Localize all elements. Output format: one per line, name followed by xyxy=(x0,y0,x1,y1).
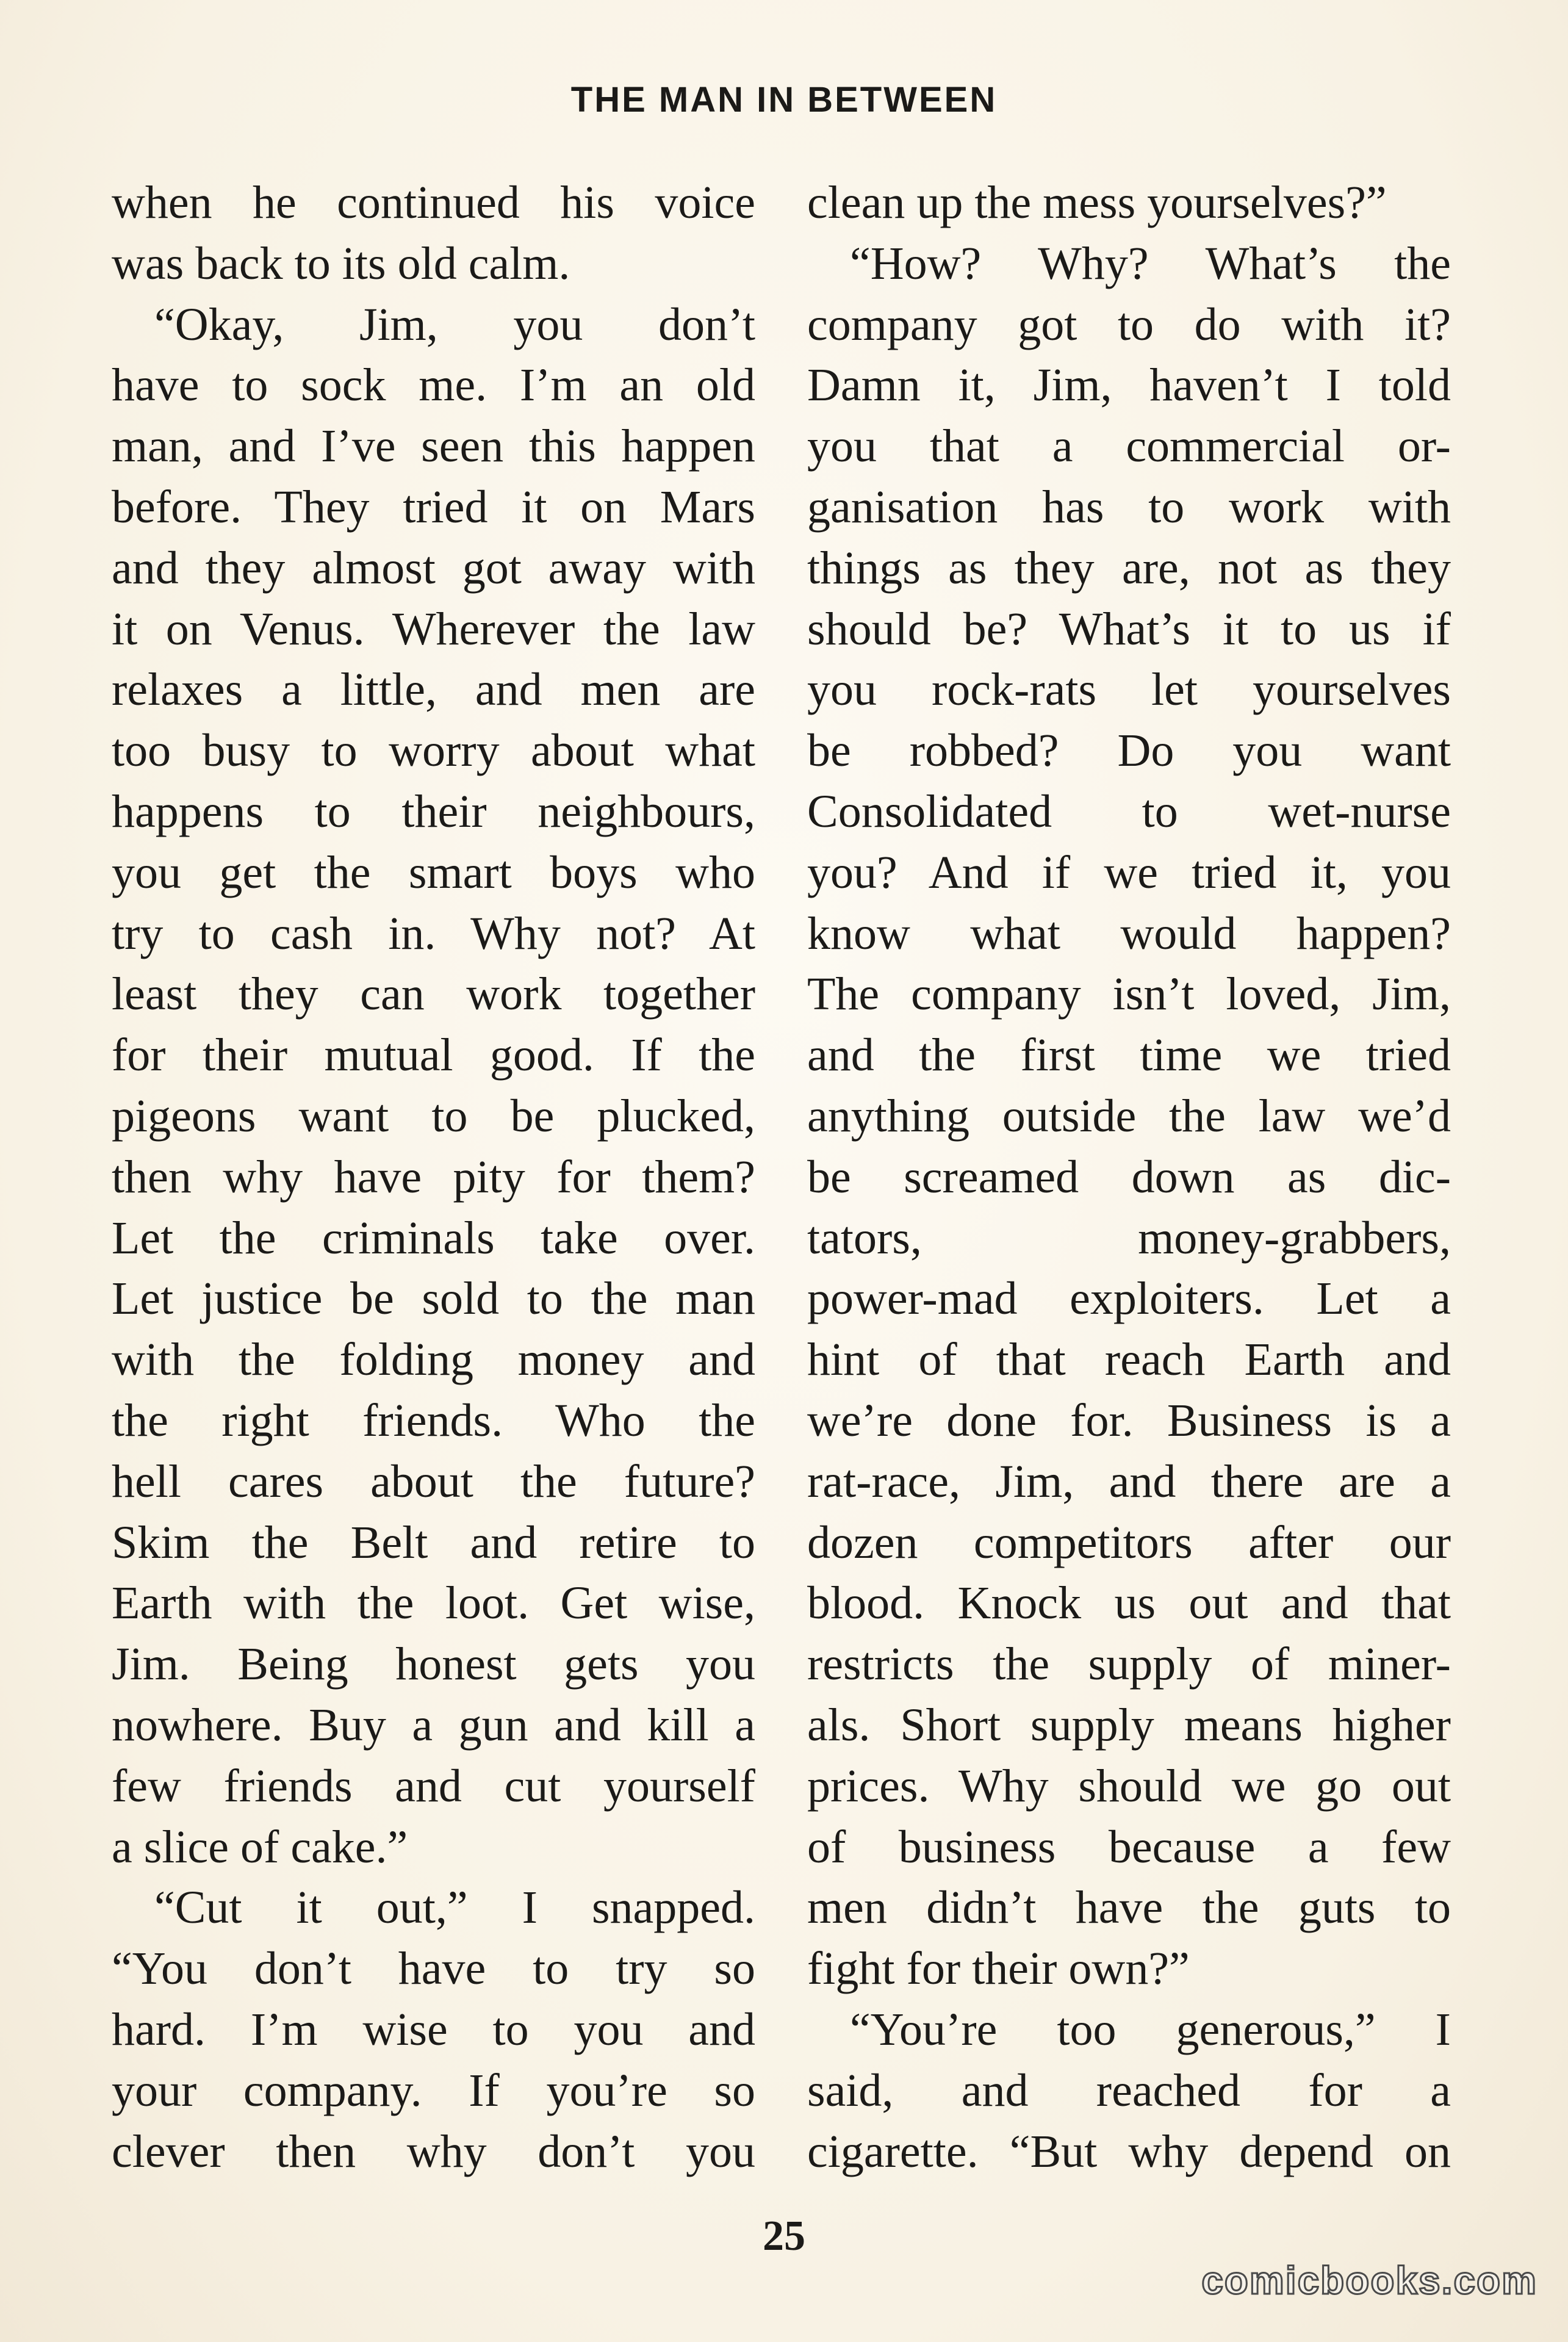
text-line: men didn’t have the guts to xyxy=(807,1882,1451,1934)
text-line: we’re done for. Business is a xyxy=(807,1394,1451,1446)
text-line: happens to their neighbours, xyxy=(112,785,755,837)
text-line: hint of that reach Earth and xyxy=(807,1334,1451,1386)
text-line: company got to do with it? xyxy=(807,298,1451,350)
text-line: a slice of cake.” xyxy=(112,1821,408,1873)
text-line: “How? Why? What’s the xyxy=(850,237,1451,289)
text-line: too busy to worry about what xyxy=(112,725,755,777)
text-line: when he continued his voice xyxy=(112,177,755,228)
text-line: few friends and cut yourself xyxy=(112,1760,755,1812)
text-line: be robbed? Do you want xyxy=(807,725,1451,777)
text-line: hard. I’m wise to you and xyxy=(112,2003,755,2055)
text-line: pigeons want to be plucked, xyxy=(112,1090,755,1142)
text-line: “Okay, Jim, you don’t xyxy=(154,298,755,350)
text-line: things as they are, not as they xyxy=(807,542,1451,594)
text-line: “You’re too generous,” I xyxy=(850,2003,1451,2055)
text-line: cigarette. “But why depend on xyxy=(807,2125,1451,2177)
text-line: least they can work together xyxy=(112,968,755,1020)
text-line: clever then why don’t you xyxy=(112,2125,755,2177)
text-line: you rock-rats let yourselves xyxy=(807,664,1451,716)
text-line: nowhere. Buy a gun and kill a xyxy=(112,1699,755,1751)
text-line: prices. Why should we go out xyxy=(807,1760,1451,1812)
text-line: Earth with the loot. Get wise, xyxy=(112,1577,755,1629)
page-number: 25 xyxy=(763,2213,805,2260)
text-line: tators, money-grabbers, xyxy=(807,1212,1451,1264)
text-line: rat-race, Jim, and there are a xyxy=(807,1455,1451,1507)
text-line: be screamed down as dic- xyxy=(807,1151,1451,1203)
text-line: “Cut it out,” I snapped. xyxy=(154,1882,755,1934)
text-line: and the first time we tried xyxy=(807,1029,1451,1081)
text-line: Consolidated to wet-nurse xyxy=(807,785,1451,837)
text-line: you? And if we tried it, you xyxy=(807,846,1451,898)
text-line: Jim. Being honest gets you xyxy=(112,1638,755,1690)
running-head: THE MAN IN BETWEEN xyxy=(570,80,998,120)
text-line: it on Venus. Wherever the law xyxy=(112,603,755,655)
text-line: The company isn’t loved, Jim, xyxy=(807,968,1451,1020)
text-line: then why have pity for them? xyxy=(112,1151,755,1203)
text-line: dozen competitors after our xyxy=(807,1516,1451,1568)
text-line: Skim the Belt and retire to xyxy=(112,1516,755,1568)
text-line: ganisation has to work with xyxy=(807,481,1451,533)
text-line: said, and reached for a xyxy=(807,2064,1451,2116)
text-line: for their mutual good. If the xyxy=(112,1029,755,1081)
text-line: was back to its old calm. xyxy=(112,237,570,289)
text-line: Let the criminals take over. xyxy=(112,1212,755,1264)
text-line: blood. Knock us out and that xyxy=(807,1577,1451,1629)
text-line: power-mad exploiters. Let a xyxy=(807,1273,1451,1325)
text-line: and they almost got away with xyxy=(112,542,755,594)
text-line: with the folding money and xyxy=(112,1334,755,1386)
text-line: you that a commercial or- xyxy=(807,420,1451,472)
text-line: of business because a few xyxy=(807,1821,1451,1873)
text-line: anything outside the law we’d xyxy=(807,1090,1451,1142)
text-line: fight for their own?” xyxy=(807,1943,1190,1995)
text-line: “You don’t have to try so xyxy=(112,1943,755,1995)
text-line: should be? What’s it to us if xyxy=(807,603,1451,655)
text-line: know what would happen? xyxy=(807,907,1451,959)
text-line: als. Short supply means higher xyxy=(807,1699,1451,1751)
text-line: try to cash in. Why not? At xyxy=(112,907,755,959)
text-line: hell cares about the future? xyxy=(112,1455,755,1507)
text-line: the right friends. Who the xyxy=(112,1394,755,1446)
text-line: restricts the supply of miner- xyxy=(807,1638,1451,1690)
text-line: man, and I’ve seen this happen xyxy=(112,420,755,472)
text-line: have to sock me. I’m an old xyxy=(112,359,755,411)
text-line: Let justice be sold to the man xyxy=(112,1273,755,1325)
text-line: clean up the mess yourselves?” xyxy=(807,177,1387,228)
right-column xyxy=(807,173,1451,2182)
left-column xyxy=(112,173,755,2182)
watermark-logo: comicbooks.com xyxy=(1201,2258,1537,2302)
text-line: relaxes a little, and men are xyxy=(112,664,755,716)
text-line: Damn it, Jim, haven’t I told xyxy=(807,359,1451,411)
text-line: your company. If you’re so xyxy=(112,2064,755,2116)
text-line: before. They tried it on Mars xyxy=(112,481,755,533)
text-line: you get the smart boys who xyxy=(112,846,755,898)
